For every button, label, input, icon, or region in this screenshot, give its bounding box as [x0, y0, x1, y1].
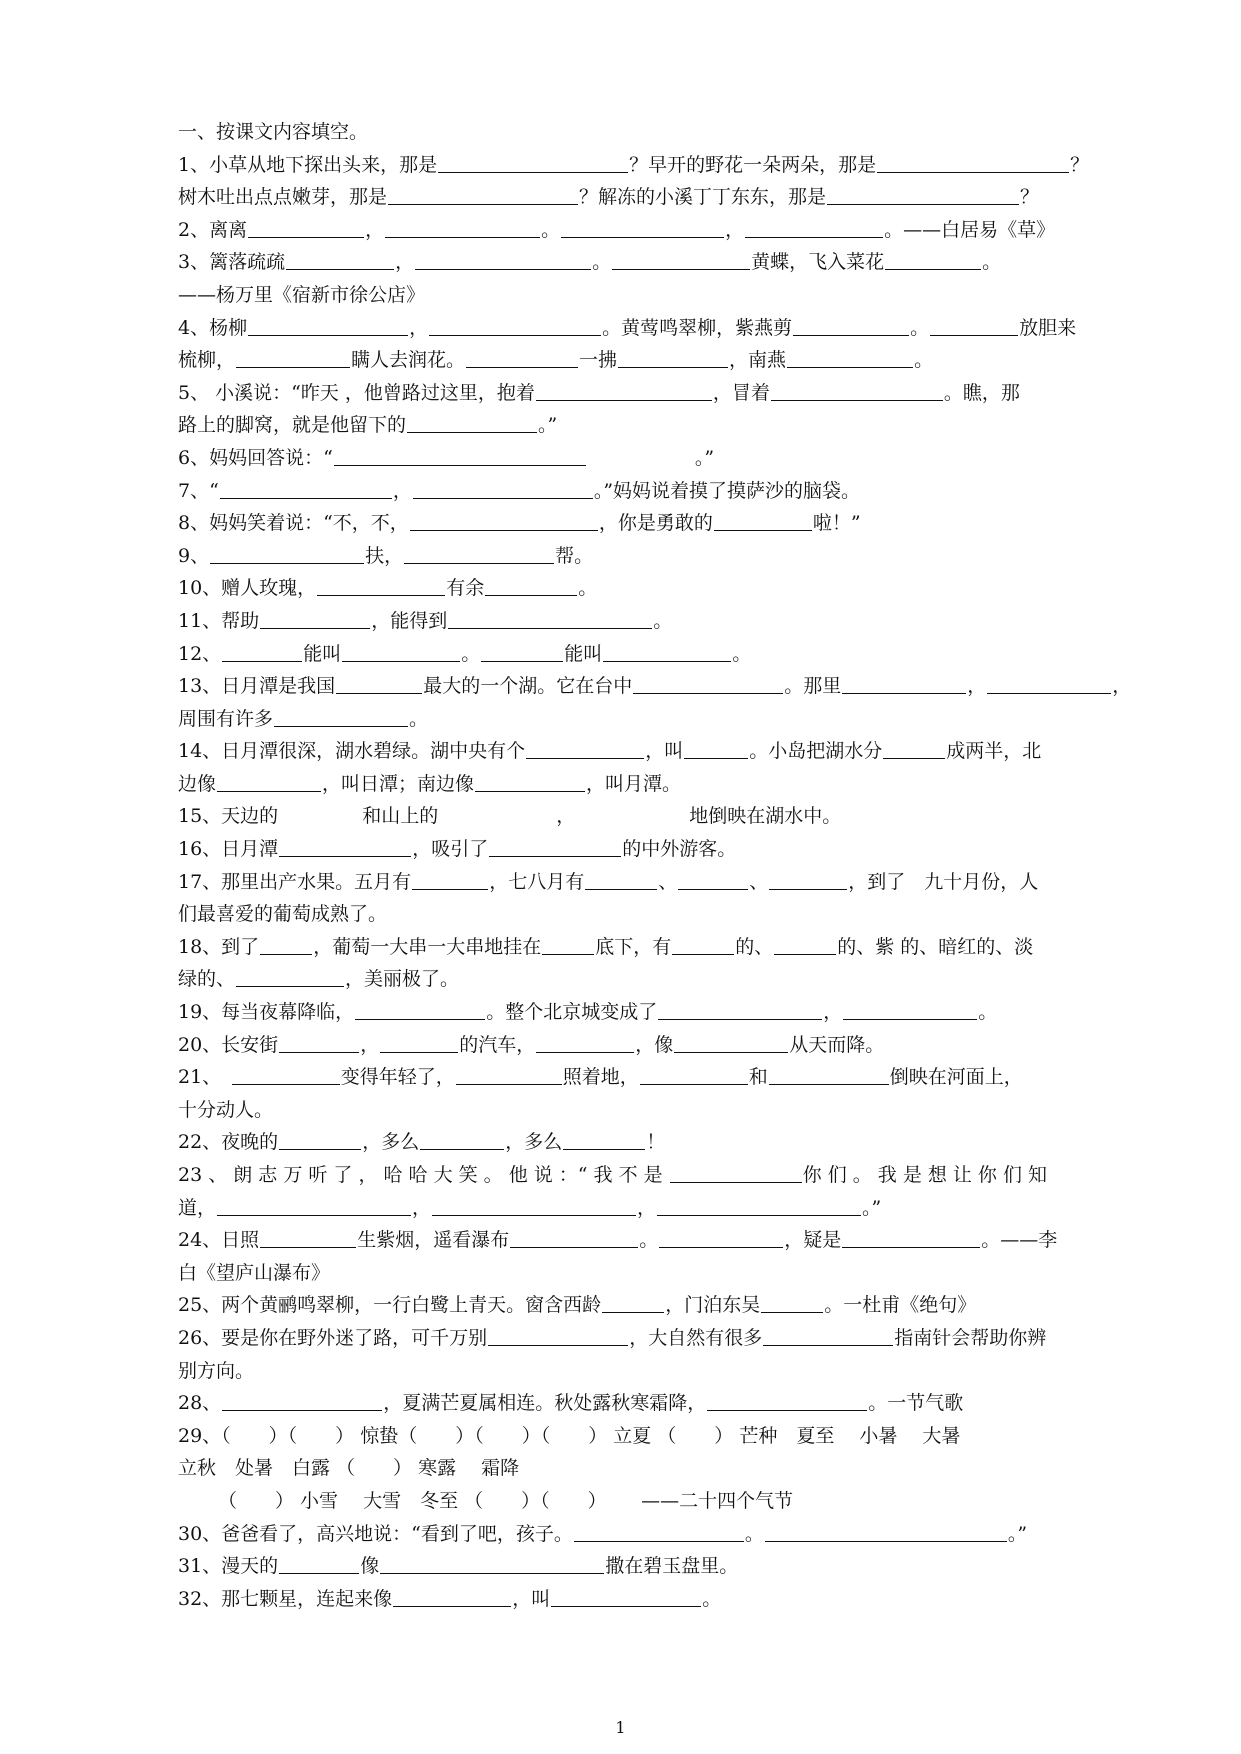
answer-blank[interactable]	[488, 1323, 628, 1346]
answer-blank[interactable]	[274, 704, 408, 727]
line-text: 从天而降。	[789, 1033, 885, 1056]
answer-blank[interactable]	[714, 508, 812, 531]
answer-blank[interactable]	[407, 410, 537, 433]
line-text: ，七八月有	[489, 870, 585, 893]
answer-blank[interactable]	[787, 345, 913, 368]
answer-blank[interactable]	[412, 867, 488, 890]
line-text: ？	[1070, 153, 1090, 176]
worksheet-line	[178, 833, 1174, 866]
line-text: （ ） 小雪 大雪 冬至 （ ）（ ） ——二十四个气节	[218, 1489, 794, 1512]
line-text: ，	[967, 675, 987, 698]
line-text: ，叫月潭。	[586, 772, 682, 795]
answer-blank[interactable]	[222, 1388, 382, 1411]
line-text: 你 们 。 我 是 想 让 你 们 知	[802, 1164, 1048, 1186]
answer-blank[interactable]	[481, 639, 563, 662]
line-text: 成两半，北	[946, 740, 1042, 763]
answer-blank[interactable]	[279, 1030, 359, 1053]
line-text: 的、	[735, 935, 774, 958]
worksheet-line	[178, 735, 1174, 768]
line-text: 11、帮助	[178, 609, 260, 632]
worksheet-line	[178, 1485, 1174, 1518]
line-text: 路上的脚窝，就是他留下的	[178, 414, 407, 437]
answer-blank[interactable]	[385, 215, 540, 238]
answer-blank[interactable]	[930, 313, 1018, 336]
line-text: 能叫	[303, 642, 342, 665]
line-text: 22、夜晚的	[178, 1131, 279, 1154]
line-text: 的、紫 的、暗红的、淡	[837, 935, 1034, 958]
line-text: 14、日月潭很深，湖水碧绿。湖中央有个	[178, 740, 526, 763]
line-text: ，	[725, 218, 745, 241]
answer-blank[interactable]	[603, 639, 731, 662]
answer-blank[interactable]	[602, 1290, 664, 1313]
answer-blank[interactable]	[248, 313, 408, 336]
line-text: 。那里	[784, 675, 842, 698]
line-text: 放胆来	[1019, 316, 1077, 339]
line-text: 、	[749, 870, 769, 893]
line-text: 32、那七颗星，连起来像	[178, 1587, 393, 1610]
worksheet-line	[178, 214, 1174, 247]
line-text: ，叫日潭；南边像	[322, 772, 475, 795]
worksheet-line	[178, 670, 1174, 703]
line-text: 倒映在河面上，	[889, 1066, 1023, 1089]
answer-blank[interactable]	[336, 671, 422, 694]
line-text: ，叫	[512, 1587, 551, 1610]
answer-blank[interactable]	[612, 247, 750, 270]
line-text: 。整个北京城变成了	[486, 1001, 658, 1024]
worksheet-line	[178, 1289, 1174, 1322]
answer-blank[interactable]	[771, 378, 943, 401]
worksheet-line	[178, 540, 1174, 573]
line-text: ？解冻的小溪丁丁东东，那是	[579, 186, 827, 209]
line-text: 像	[360, 1555, 380, 1578]
line-text: ，你是勇敢的	[598, 512, 713, 535]
line-text: 十分动人。	[178, 1098, 274, 1121]
line-text: ，	[365, 218, 385, 241]
answer-blank[interactable]	[672, 932, 734, 955]
line-text: ，	[395, 251, 415, 274]
answer-blank[interactable]	[761, 1290, 823, 1313]
worksheet-line	[178, 1192, 1174, 1225]
answer-blank[interactable]	[355, 997, 485, 1020]
line-text: 别方向。	[178, 1359, 255, 1382]
line-text: 。黄莺鸣翠柳，紫燕剪	[602, 316, 793, 339]
answer-blank[interactable]	[633, 671, 783, 694]
answer-blank[interactable]	[769, 1062, 889, 1085]
answer-blank[interactable]	[489, 834, 621, 857]
line-text: 。	[578, 577, 598, 600]
line-text: ，能得到	[371, 609, 448, 632]
worksheet-line	[178, 638, 1174, 671]
answer-blank[interactable]	[618, 345, 728, 368]
line-text: 31、漫天的	[178, 1555, 279, 1578]
line-text: 撒在碧玉盘里。	[605, 1555, 739, 1578]
line-text: 29、（ ）（ ） 惊蛰（ ）（ ）（ ） 立夏 （ ） 芒种 夏至 小暑 大暑	[178, 1424, 961, 1447]
line-text: 的中外游客。	[622, 838, 737, 861]
line-text: 28、	[178, 1392, 222, 1415]
answer-blank[interactable]	[561, 215, 724, 238]
line-text: 1、小草从地下探出头来，那是	[178, 153, 438, 176]
line-text: 树木吐出点点嫩芽，那是	[178, 186, 388, 209]
answer-blank[interactable]	[220, 476, 392, 499]
worksheet-line	[178, 1029, 1174, 1062]
worksheet-line	[178, 1550, 1174, 1583]
line-text: 24、日照	[178, 1229, 260, 1252]
worksheet-line	[178, 344, 1174, 377]
line-text: 3、篱落疏疏	[178, 251, 286, 274]
answer-blank[interactable]	[438, 150, 628, 173]
line-text: ，	[360, 1033, 380, 1056]
worksheet-line	[178, 312, 1174, 345]
worksheet-line	[178, 1583, 1174, 1616]
line-text: ，葡萄一大串一大串地挂在	[313, 935, 542, 958]
answer-blank[interactable]	[415, 247, 591, 270]
worksheet-line	[178, 1061, 1174, 1094]
line-text: 能叫	[564, 642, 603, 665]
answer-blank[interactable]	[317, 573, 445, 596]
answer-blank[interactable]	[456, 1062, 562, 1085]
line-text: 。	[732, 642, 752, 665]
line-text: ？早开的野花一朵两朵，那是	[629, 153, 877, 176]
answer-blank[interactable]	[542, 932, 594, 955]
line-text: 。	[744, 1522, 764, 1545]
answer-blank[interactable]	[574, 1519, 744, 1542]
worksheet-line	[178, 181, 1174, 214]
line-text: 。”	[538, 414, 558, 437]
answer-blank[interactable]	[420, 1127, 504, 1150]
line-text: 指南针会帮助你辨	[894, 1326, 1047, 1349]
worksheet-line	[178, 246, 1174, 279]
line-text: 。	[653, 609, 673, 632]
answer-blank[interactable]	[210, 541, 364, 564]
line-text: 。一节气歌	[868, 1392, 964, 1415]
line-text: 15、天边的	[178, 805, 279, 828]
answer-blank[interactable]	[684, 736, 748, 759]
answer-blank[interactable]	[279, 834, 411, 857]
line-text: ，	[409, 316, 429, 339]
line-text: 。——白居易《草》	[884, 218, 1056, 241]
line-text: 立秋 处暑 白露 （ ） 寒露 霜降	[178, 1457, 520, 1480]
answer-blank[interactable]	[286, 247, 394, 270]
line-text: 和	[748, 1066, 768, 1089]
worksheet-line	[178, 1224, 1174, 1257]
line-text: 道，	[178, 1196, 217, 1219]
line-text: ，	[412, 1196, 432, 1219]
answer-blank[interactable]	[342, 639, 460, 662]
line-text: 黄蝶，飞入菜花	[751, 251, 885, 274]
line-text: 地倒映在湖水中。	[689, 805, 842, 828]
line-text: 20、长安街	[178, 1033, 279, 1056]
line-text: 。	[639, 1229, 659, 1252]
line-text: ，南燕	[729, 349, 787, 372]
answer-blank[interactable]	[232, 1062, 340, 1085]
line-text: 。	[914, 349, 934, 372]
line-text: 。	[910, 316, 930, 339]
answer-blank[interactable]	[640, 1062, 748, 1085]
answer-blank[interactable]	[765, 1519, 1007, 1542]
line-text: 扶，	[365, 544, 404, 567]
line-text: ，多么	[505, 1131, 563, 1154]
line-text: ，门泊东吴	[665, 1294, 761, 1317]
answer-blank[interactable]	[585, 867, 657, 890]
line-text: 。	[461, 642, 481, 665]
line-text: 的汽车，	[459, 1033, 536, 1056]
worksheet-line	[178, 1355, 1174, 1388]
worksheet-line	[178, 996, 1174, 1029]
line-text: ，像	[635, 1033, 674, 1056]
answer-blank[interactable]	[429, 313, 601, 336]
answer-blank[interactable]	[279, 1127, 361, 1150]
answer-blank[interactable]	[236, 345, 350, 368]
line-text: 一拂	[579, 349, 618, 372]
answer-blank[interactable]	[217, 769, 321, 792]
answer-blank[interactable]	[334, 443, 586, 466]
answer-blank[interactable]	[413, 476, 593, 499]
worksheet-line	[178, 1126, 1174, 1159]
worksheet-line	[178, 149, 1174, 182]
line-text: 。”	[862, 1196, 882, 1219]
line-text: 30、爸爸看了，高兴地说：“看到了吧，孩子。	[178, 1522, 573, 1545]
answer-blank[interactable]	[536, 1030, 634, 1053]
worksheet-body	[178, 116, 1174, 1615]
answer-blank[interactable]	[475, 769, 585, 792]
line-text: 和山上的	[362, 805, 439, 828]
line-text: ，叫	[645, 740, 684, 763]
answer-blank[interactable]	[388, 182, 578, 205]
line-text: ——杨万里《宿新市徐公店》	[178, 283, 426, 306]
line-text: 8、妈妈笑着说：“不，不，	[178, 512, 409, 535]
answer-blank[interactable]	[448, 606, 652, 629]
worksheet-line	[178, 572, 1174, 605]
answer-blank[interactable]	[877, 150, 1069, 173]
line-text: 9、	[178, 544, 210, 567]
answer-blank[interactable]	[678, 867, 748, 890]
worksheet-line	[178, 1452, 1174, 1485]
worksheet-line	[178, 507, 1174, 540]
answer-blank[interactable]	[260, 1225, 356, 1248]
page-number: 1	[615, 1718, 626, 1737]
line-text: 帮。	[555, 544, 594, 567]
worksheet-line	[178, 475, 1174, 508]
line-text: 13、日月潭是我国	[178, 675, 336, 698]
line-text: ，	[637, 1196, 657, 1219]
line-text: 。——李	[981, 1229, 1058, 1252]
answer-blank[interactable]	[843, 997, 977, 1020]
line-text: 16、日月潭	[178, 838, 279, 861]
answer-blank[interactable]	[510, 1225, 638, 1248]
line-text: 6、妈妈回答说：“	[178, 446, 333, 469]
answer-blank[interactable]	[827, 182, 1019, 205]
answer-blank[interactable]	[260, 932, 312, 955]
answer-blank[interactable]	[793, 313, 909, 336]
line-text: 。	[409, 707, 429, 730]
answer-blank[interactable]	[769, 867, 847, 890]
worksheet-line	[178, 800, 1174, 833]
answer-blank[interactable]	[842, 671, 966, 694]
line-text: 18、到了	[178, 935, 260, 958]
line-text: 变得年轻了，	[340, 1066, 455, 1089]
line-text: 19、每当夜幕降临，	[178, 1001, 355, 1024]
worksheet-line	[178, 116, 1174, 149]
answer-blank[interactable]	[657, 1193, 861, 1216]
answer-blank[interactable]	[404, 541, 554, 564]
line-text: 10、赠人玫瑰，	[178, 577, 317, 600]
answer-blank[interactable]	[236, 964, 344, 987]
line-text: 2、离离	[178, 218, 248, 241]
line-text: 。小岛把湖水分	[749, 740, 883, 763]
line-text: 。一杜甫《绝句》	[824, 1294, 977, 1317]
line-text: 。	[978, 1001, 998, 1024]
answer-blank[interactable]	[763, 1323, 893, 1346]
line-text: 们最喜爱的葡萄成熟了。	[178, 903, 388, 926]
line-text: 。”妈妈说着摸了摸萨沙的脑袋。	[593, 479, 861, 502]
line-text: ，	[556, 805, 576, 828]
line-text: 底下，有	[595, 935, 672, 958]
worksheet-line	[178, 377, 1174, 410]
line-text: ，疑是	[784, 1229, 842, 1252]
answer-blank[interactable]	[279, 1551, 359, 1574]
answer-blank[interactable]	[987, 671, 1111, 694]
answer-blank[interactable]	[551, 1584, 701, 1607]
line-text: 最大的一个湖。它在台中	[423, 675, 633, 698]
worksheet-line	[178, 1257, 1174, 1290]
answer-blank[interactable]	[485, 573, 577, 596]
answer-blank[interactable]	[563, 1127, 645, 1150]
worksheet-line	[178, 898, 1174, 931]
answer-blank[interactable]	[380, 1551, 604, 1574]
worksheet-line	[178, 1420, 1174, 1453]
line-text: ，大自然有很多	[629, 1326, 763, 1349]
line-text: ，	[1112, 675, 1132, 698]
worksheet-line	[178, 1094, 1174, 1127]
answer-blank[interactable]	[260, 606, 370, 629]
line-text: 5、 小溪说：“昨天 ，他曾路过这里，抱着	[178, 381, 535, 404]
answer-blank[interactable]	[380, 1030, 458, 1053]
line-text: ，吸引了	[412, 838, 489, 861]
line-text: ，	[392, 479, 412, 502]
answer-blank[interactable]	[432, 1193, 636, 1216]
worksheet-line	[178, 409, 1174, 442]
answer-blank[interactable]	[658, 997, 822, 1020]
line-text: 梳柳，	[178, 349, 236, 372]
worksheet-line	[178, 279, 1174, 312]
line-text: ，到了 九十月份，人	[848, 870, 1039, 893]
line-text: 。瞧，那	[943, 381, 1020, 404]
line-text: ，多么	[362, 1131, 420, 1154]
line-text: 4、杨柳	[178, 316, 248, 339]
line-text: 17、那里出产水果。五月有	[178, 870, 412, 893]
worksheet-line	[178, 1159, 1174, 1192]
line-text: 绿的、	[178, 968, 236, 991]
answer-blank[interactable]	[842, 1225, 980, 1248]
answer-blank[interactable]	[393, 1584, 511, 1607]
worksheet-line	[178, 963, 1174, 996]
line-text: 周围有许多	[178, 707, 274, 730]
answer-blank[interactable]	[222, 639, 302, 662]
worksheet-line	[178, 866, 1174, 899]
line-text: ，美丽极了。	[345, 968, 460, 991]
answer-blank[interactable]	[670, 1160, 802, 1183]
line-text: 生紫烟，遥看瀑布	[357, 1229, 510, 1252]
line-text: 边像	[178, 772, 217, 795]
worksheet-line	[178, 931, 1174, 964]
line-text: 、	[658, 870, 678, 893]
answer-blank[interactable]	[410, 508, 598, 531]
line-text: 。	[541, 218, 561, 241]
line-text: 瞒人去润花。	[351, 349, 466, 372]
answer-blank[interactable]	[466, 345, 578, 368]
line-text: ？	[1020, 186, 1040, 209]
line-text: 。	[982, 251, 1002, 274]
line-text: ，	[823, 1001, 843, 1024]
worksheet-line	[178, 768, 1174, 801]
line-text: 。”	[1007, 1522, 1028, 1545]
answer-blank[interactable]	[707, 1388, 867, 1411]
worksheet-line	[178, 1322, 1174, 1355]
line-text: ，夏满芒夏属相连。秋处露秋寒霜降，	[383, 1392, 707, 1415]
worksheet-line	[178, 1518, 1174, 1551]
line-text: 啦！”	[812, 512, 861, 535]
answer-blank[interactable]	[883, 736, 945, 759]
answer-blank[interactable]	[536, 378, 712, 401]
line-text: 21、	[178, 1066, 231, 1089]
line-text: 一、按课文内容填空。	[178, 121, 369, 143]
answer-blank[interactable]	[217, 1193, 411, 1216]
worksheet-line	[178, 1387, 1174, 1420]
answer-blank[interactable]	[745, 215, 883, 238]
answer-blank[interactable]	[526, 736, 644, 759]
line-text: 白《望庐山瀑布》	[178, 1261, 331, 1284]
line-text: 26、要是你在野外迷了路，可千万别	[178, 1326, 488, 1349]
line-text: ，冒着	[712, 381, 770, 404]
worksheet-line	[178, 605, 1174, 638]
answer-blank[interactable]	[674, 1030, 788, 1053]
answer-blank[interactable]	[248, 215, 364, 238]
line-text: 。	[702, 1587, 722, 1610]
worksheet-line	[178, 703, 1174, 736]
answer-blank[interactable]	[774, 932, 836, 955]
line-text: 。”	[694, 446, 715, 469]
answer-blank[interactable]	[659, 1225, 783, 1248]
line-text: 。	[592, 251, 612, 274]
answer-blank[interactable]	[885, 247, 981, 270]
worksheet-line	[178, 442, 1174, 475]
line-text: 照着地，	[562, 1066, 639, 1089]
line-text: 12、	[178, 642, 222, 665]
line-text: 有余	[446, 577, 485, 600]
line-text: 25、两个黄鹂鸣翠柳，一行白鹭上青天。窗含西龄	[178, 1294, 602, 1317]
line-text: ！	[646, 1131, 666, 1154]
line-text: 7、“	[178, 479, 219, 502]
line-text: 23 、 朗 志 万 听 了 ， 哈 哈 大 笑 。 他 说 ：“ 我 不 是	[178, 1164, 669, 1186]
